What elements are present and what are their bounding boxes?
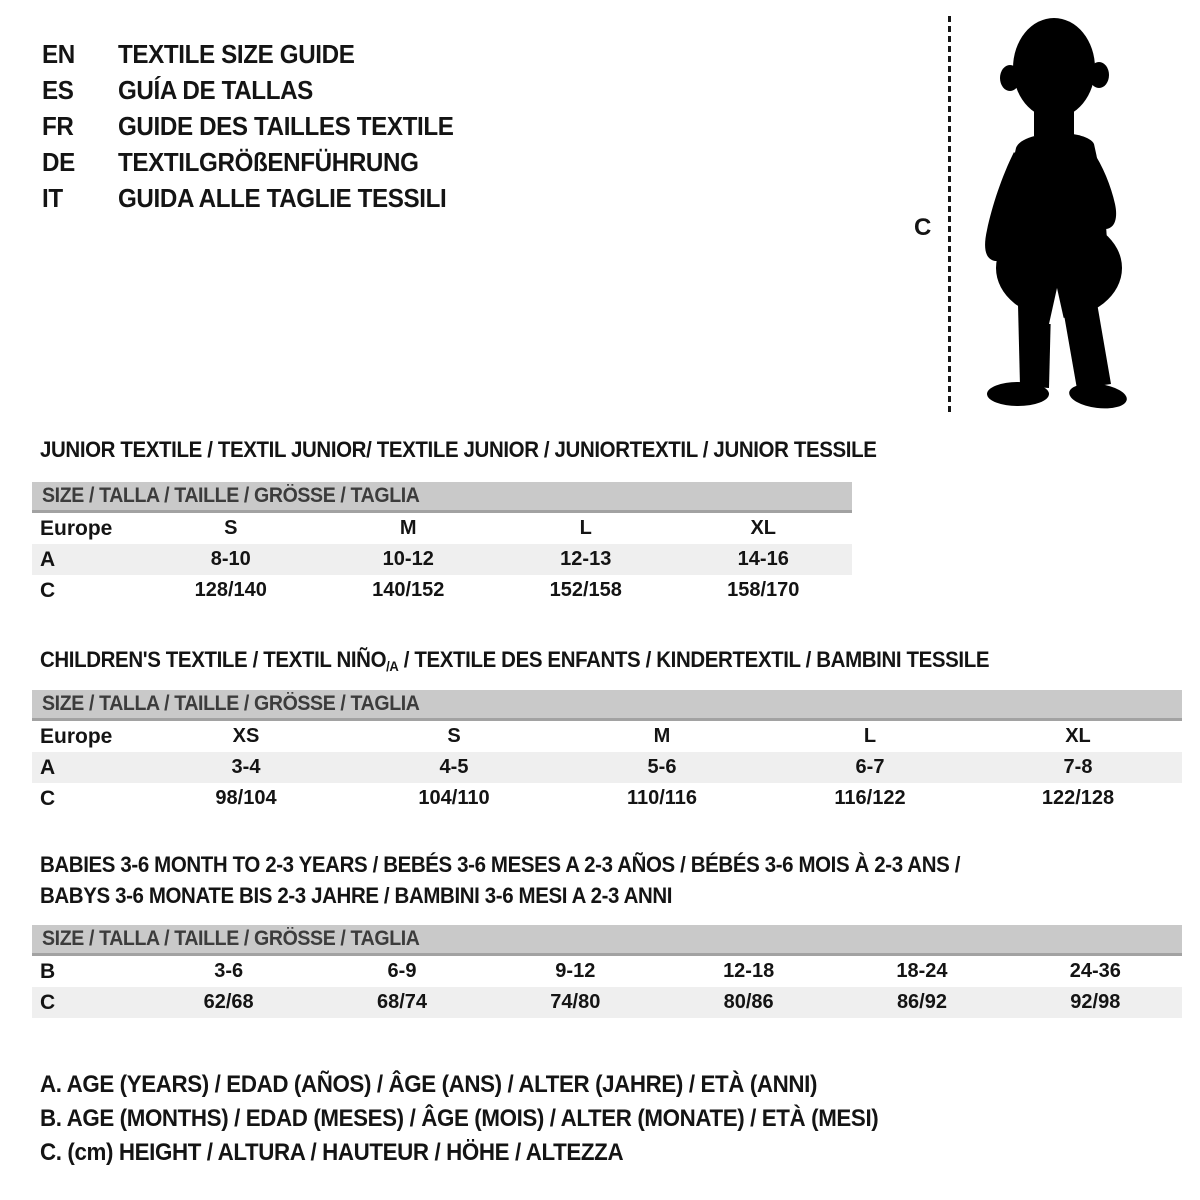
legend-line: [40, 1102, 941, 1136]
size-cell: 4-5: [439, 756, 469, 778]
language-code: FR: [42, 111, 74, 141]
size-header-bar: [32, 482, 852, 513]
section-heading: [40, 434, 939, 465]
size-cell: 24-36: [1069, 960, 1121, 982]
heading-subscript: /A: [386, 658, 399, 674]
size-cell: 116/122: [834, 787, 906, 809]
language-code: DE: [42, 147, 75, 177]
language-title: GUIDE DES TAILLES TEXTILE: [118, 111, 454, 141]
language-title: TEXTILE SIZE GUIDE: [118, 39, 355, 69]
size-cell: 6-7: [855, 756, 885, 778]
language-code: EN: [42, 39, 75, 69]
size-header-text: SIZE / TALLA / TAILLE / GRÖSSE / TAGLIA: [42, 484, 420, 507]
section-heading-line: [40, 880, 1029, 911]
size-cell: 122/128: [1041, 787, 1115, 809]
size-cell: XL: [1065, 725, 1091, 747]
table-row: [32, 987, 1182, 1018]
size-cell: L: [579, 517, 592, 539]
size-cell: 12-13: [560, 548, 612, 570]
language-row: [42, 108, 479, 144]
heading-segment: BABYS 3-6 MONATE BIS 2-3 JAHRE / BAMBINI 3-6 MESI A 2-3 ANNI: [40, 883, 673, 908]
size-cell: 152/158: [549, 579, 622, 601]
babies-size-table: [32, 925, 1182, 1018]
heading-segment: BABIES 3-6 MONTH TO 2-3 YEARS / BEBÉS 3-6 MESES A 2-3 AÑOS / BÉBÉS 3-6 MOIS À 2-3 ANS /: [40, 852, 961, 877]
children-size-table: [32, 690, 1182, 814]
size-cell: 18-24: [896, 960, 948, 982]
row-label: Europe: [40, 516, 113, 540]
row-label: Europe: [40, 724, 113, 748]
language-row: [42, 180, 479, 216]
row-label: C: [40, 786, 56, 810]
legend-line-text: B. AGE (MONTHS) / EDAD (MESES) / ÂGE (MOIS) / ALTER (MONATE) / ETÀ (MESI): [40, 1105, 879, 1132]
legend: [40, 1068, 941, 1170]
language-title-list: [42, 36, 479, 216]
table-row: [32, 721, 1182, 752]
heading-segment: JUNIOR TEXTILE / TEXTIL JUNIOR/ TEXTILE JUNIOR / JUNIORTEXTIL / JUNIOR TESSILE: [40, 437, 877, 462]
size-cell: XL: [750, 517, 777, 539]
language-title: GUIDA ALLE TAGLIE TESSILI: [118, 183, 447, 213]
size-cell: 74/80: [550, 991, 601, 1013]
size-cell: 5-6: [647, 756, 677, 778]
section-heading-text: [40, 880, 672, 911]
size-cell: 8-10: [210, 548, 251, 570]
section-heading: [40, 644, 1061, 682]
size-cell: 9-12: [555, 960, 596, 982]
size-cell: 86/92: [896, 991, 947, 1013]
row-label: C: [40, 990, 56, 1014]
row-label: C: [40, 578, 56, 602]
size-header-bar: [32, 925, 1182, 956]
size-cell: 62/68: [203, 991, 254, 1013]
heading-segment: CHILDREN'S TEXTILE / TEXTIL NIÑO: [40, 647, 387, 672]
size-cell: 14-16: [737, 548, 789, 570]
table-row: [32, 544, 852, 575]
size-cell: 140/152: [372, 579, 445, 601]
size-cell: 68/74: [376, 991, 428, 1013]
size-cell: 7-8: [1063, 756, 1093, 778]
language-code: ES: [42, 75, 74, 105]
size-cell: 80/86: [723, 991, 774, 1013]
size-cell: 3-4: [231, 756, 261, 778]
section-heading-text: [40, 849, 960, 880]
row-label: A: [40, 547, 56, 571]
size-cell: 10-12: [382, 548, 434, 570]
size-cell: 6-9: [387, 960, 417, 982]
section-heading-line: [40, 434, 939, 465]
toddler-silhouette-icon: [962, 12, 1142, 418]
size-cell: L: [863, 725, 877, 747]
legend-line-text: A. AGE (YEARS) / EDAD (AÑOS) / ÂGE (ANS) / ALTER (JAHRE) / ETÀ (ANNI): [40, 1071, 818, 1098]
row-label: A: [40, 755, 56, 779]
size-cell: 98/104: [215, 787, 277, 809]
size-header-text: SIZE / TALLA / TAILLE / GRÖSSE / TAGLIA: [42, 927, 420, 950]
size-cell: 3-6: [214, 960, 244, 982]
table-row: [32, 752, 1182, 783]
height-measure-label: C: [914, 214, 932, 241]
table-row: [32, 783, 1182, 814]
legend-line: [40, 1136, 941, 1170]
size-cell: 104/110: [418, 787, 490, 809]
heading-segment: / TEXTILE DES ENFANTS / KINDERTEXTIL / BAMBINI TESSILE: [398, 647, 990, 672]
size-cell: M: [653, 725, 671, 747]
section-heading-text: [40, 644, 989, 682]
language-code: IT: [42, 183, 63, 213]
language-title: TEXTILGRÖßENFÜHRUNG: [118, 147, 419, 177]
table-row: [32, 956, 1182, 987]
section-heading-line: [40, 644, 1061, 682]
size-cell: 12-18: [723, 960, 775, 982]
table-row: [32, 513, 852, 544]
height-dashed-line-icon: [948, 16, 951, 416]
size-cell: S: [224, 517, 238, 539]
language-row: [42, 36, 479, 72]
language-title: GUÍA DE TALLAS: [118, 75, 313, 105]
section-heading-text: [40, 434, 876, 465]
row-label: B: [40, 959, 56, 983]
size-header-bar: [32, 690, 1182, 721]
size-cell: 128/140: [194, 579, 267, 601]
language-row: [42, 72, 479, 108]
size-cell: M: [399, 517, 417, 539]
language-row: [42, 144, 479, 180]
size-cell: 158/170: [727, 579, 800, 601]
table-row: [32, 575, 852, 606]
legend-line-text: C. (cm) HEIGHT / ALTURA / HAUTEUR / HÖHE / ALTEZZA: [40, 1139, 624, 1166]
size-cell: XS: [232, 725, 260, 747]
legend-line: [40, 1068, 941, 1102]
section-heading-line: [40, 849, 1029, 880]
size-cell: S: [447, 725, 461, 747]
size-header-text: SIZE / TALLA / TAILLE / GRÖSSE / TAGLIA: [42, 692, 420, 715]
section-heading: [40, 849, 1029, 911]
size-cell: 110/116: [626, 787, 698, 809]
size-cell: 92/98: [1070, 991, 1121, 1013]
junior-size-table: [32, 482, 852, 606]
